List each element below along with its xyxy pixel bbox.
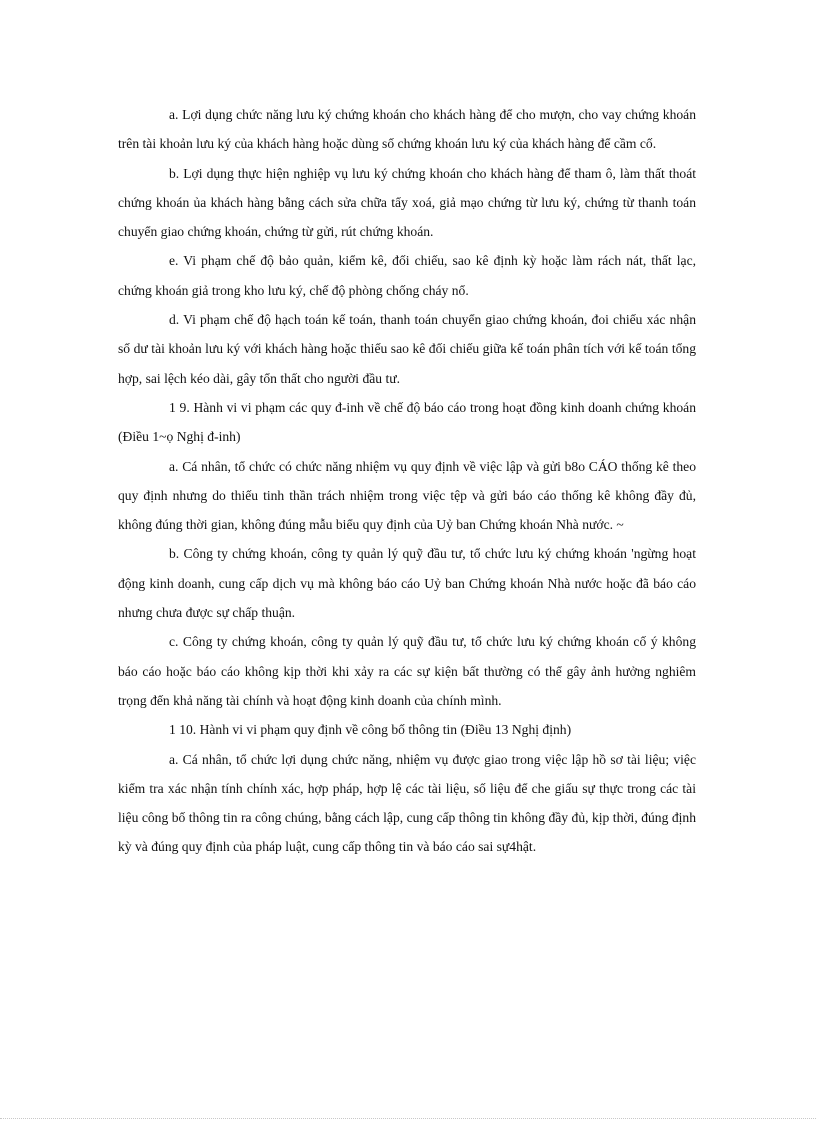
paragraph-embezzlement: b. Lợi dụng thực hiện nghiệp vụ lưu ký chứng khoán cho khách hàng để tham ô, làm thất thoát chứng khoán ủa khách hàng bằng cách sửa chữa tẩy xoá, giả mạo chứng từ lưu ký, chứng từ thanh toán chuyển giao chứng khoán, chứng từ gửi, rút chứng khoán.	[118, 165, 696, 240]
paragraph-storage-violation: e. Vi phạm chế độ bảo quản, kiểm kê, đối chiếu, sao kê định kỳ hoặc làm rách nát, thất lạc, chứng khoán giả trong kho lưu ký, chế độ phòng chống cháy nổ.	[118, 253, 696, 298]
page-bottom-divider	[0, 1118, 816, 1119]
paragraph-accounting-violation: d. Vi phạm chế độ hạch toán kế toán, thanh toán chuyển giao chứng khoán, đoi chiếu xác nhận số dư tài khoản lưu ký với khách hàng hoặc thiếu sao kê đối chiếu giữa kế toán phân tích với kế toán tổng hợp, sai lệch kéo dài, gây tổn thất cho người đầu tư.	[118, 312, 696, 386]
paragraph-suspension-report: b. Công ty chứng khoán, công ty quản lý quỹ đầu tư, tổ chức lưu ký chứng khoán 'ngừng hoạt động kinh doanh, cung cấp dịch vụ mà không báo cáo Uỷ ban Chứng khoán Nhà nước hoặc đã báo cáo nhưng chưa được sự chấp thuận.	[118, 546, 696, 621]
section-heading-reporting: 1 9. Hành vi vi phạm các quy đ-inh về chế độ báo cáo trong hoạt đồng kinh doanh chứng khoán (Điều 1~ọ Nghị đ-inh)	[118, 399, 696, 445]
document-body	[118, 100, 696, 862]
paragraph-lending-custody: a. Lợi dụng chức năng lưu ký chứng khoán cho khách hàng để cho mượn, cho vay chứng khoán trên tài khoản lưu ký của khách hàng hoặc dùng số chứng khoán lưu ký của khách hàng để cầm cố.	[118, 107, 696, 152]
paragraph-unusual-events: c. Công ty chứng khoán, công ty quản lý quỹ đầu tư, tổ chức lưu ký chứng khoán cố ý không báo cáo hoặc báo cáo không kịp thời khi xảy ra các sự kiện bất thường có thể gây ảnh hưởng nghiêm trọng đến khả năng tài chính và hoạt động kinh doanh của chính mình.	[118, 634, 696, 708]
paragraph-information-disclosure: a. Cá nhân, tổ chức lợi dụng chức năng, nhiệm vụ được giao trong việc lập hồ sơ tài liệu; việc kiểm tra xác nhận tính chính xác, hợp pháp, hợp lệ các tài liệu, số liệu để che giấu sự thực trong các tài liệu công bố thông tin ra công chúng, bằng cách lập, cung cấp thông tin không đầy đủ, kịp thời, đúng định kỳ và đúng quy định của pháp luật, cung cấp thông tin và báo cáo sai sự4hật.	[118, 751, 696, 855]
section-heading-disclosure: 1 10. Hành vi vi phạm quy định về công bố thông tin (Điều 13 Nghị định)	[169, 722, 572, 738]
paragraph-statistical-report: a. Cá nhân, tổ chức có chức năng nhiệm vụ quy định về việc lập và gửi b8o CÁO thống kê theo quy định nhưng do thiếu tinh thần trách nhiệm trong việc tệp và gửi báo cáo thống kê không đầy đủ, không đúng thời gian, không đúng mẫu biểu quy định của Uỷ ban Chứng khoán Nhà nước. ~	[118, 458, 696, 533]
